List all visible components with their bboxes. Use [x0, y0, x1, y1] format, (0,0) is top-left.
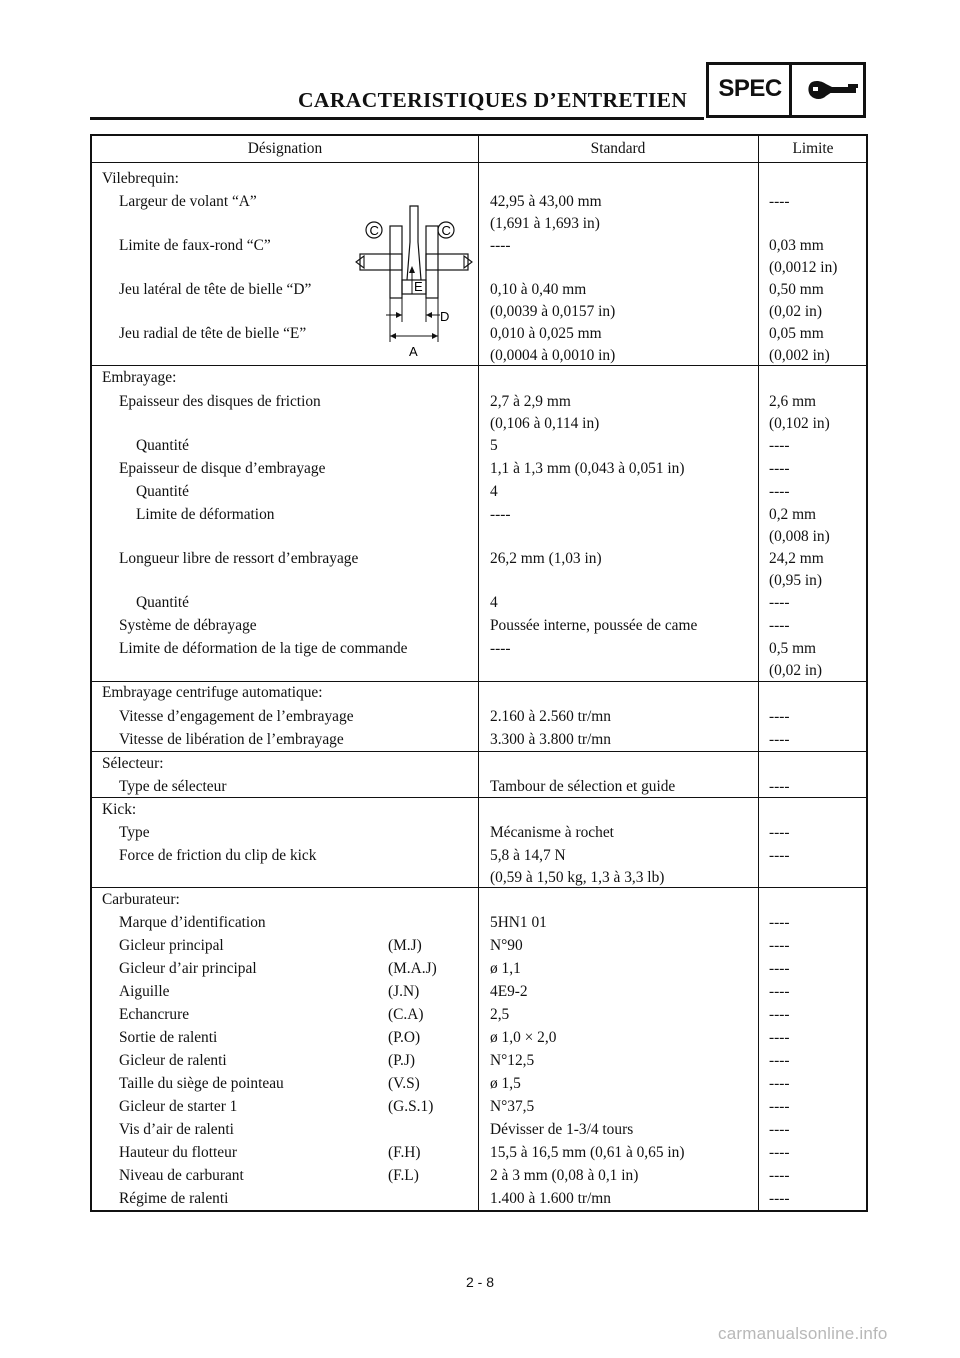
standard-cell: 4: [490, 483, 498, 500]
designation-cell: Quantité: [136, 437, 189, 454]
designation-cell: Gicleur d’air principal: [119, 960, 257, 977]
standard-cell: Dévisser de 1-3/4 tours: [490, 1121, 634, 1138]
limit-cell: ----: [769, 1121, 790, 1138]
code-cell: (J.N): [388, 983, 420, 1000]
designation-cell: Echancrure: [119, 1006, 190, 1023]
designation-cell: Gicleur de ralenti: [119, 1052, 227, 1069]
diagram-label-e: E: [414, 279, 423, 294]
standard-cell: 4: [490, 594, 498, 611]
limit-cell: ----: [769, 778, 790, 795]
designation-cell: Gicleur principal: [119, 937, 224, 954]
limit-cell: ----: [769, 1075, 790, 1092]
spec-badge-label: SPEC: [718, 75, 782, 102]
code-cell: (V.S): [388, 1075, 420, 1092]
section-title: Carburateur:: [102, 891, 180, 908]
standard-cell: ø 1,1: [490, 960, 521, 977]
limit-cell: 0,05 mm (0,002 in): [769, 325, 830, 364]
column-divider: [758, 136, 759, 1210]
limit-cell: 24,2 mm (0,95 in): [769, 550, 824, 589]
standard-cell: N°37,5: [490, 1098, 535, 1115]
limit-cell: ----: [769, 983, 790, 1000]
limit-cell: ----: [769, 1029, 790, 1046]
spec-table: [90, 134, 868, 1212]
designation-cell: Niveau de carburant: [119, 1167, 244, 1184]
header-divider: [92, 162, 866, 163]
designation-cell: Vitesse d’engagement de l’embrayage: [119, 708, 354, 725]
diagram-label-a: A: [409, 344, 418, 359]
limit-cell: ----: [769, 594, 790, 611]
section-title: Vilebrequin:: [102, 170, 179, 187]
standard-cell: ----: [490, 640, 511, 657]
standard-cell: ----: [490, 506, 511, 523]
standard-cell: 5: [490, 437, 498, 454]
diagram-label-c-right: C: [441, 223, 451, 238]
spec-badge-divider: [789, 65, 792, 115]
limit-cell: ----: [769, 483, 790, 500]
page-header: [90, 60, 868, 122]
column-header-standard: Standard: [590, 140, 646, 157]
column-divider: [478, 136, 479, 1210]
standard-cell: 26,2 mm (1,03 in): [490, 550, 602, 567]
limit-cell: ----: [769, 1052, 790, 1069]
code-cell: (P.O): [388, 1029, 421, 1046]
standard-cell: 42,95 à 43,00 mm (1,691 à 1,693 in): [490, 193, 602, 232]
designation-cell: Limite de déformation de la tige de commande: [119, 640, 408, 657]
standard-cell: 1.400 à 1.600 tr/mn: [490, 1190, 611, 1207]
designation-cell: Vis d’air de ralenti: [119, 1121, 234, 1138]
section-divider: [92, 751, 866, 752]
section-title: Embrayage:: [102, 369, 177, 386]
standard-cell: 2.160 à 2.560 tr/mn: [490, 708, 611, 725]
designation-cell: Epaisseur des disques de friction: [119, 393, 321, 410]
standard-cell: 2,7 à 2,9 mm (0,106 à 0,114 in): [490, 393, 600, 432]
designation-cell: Largeur de volant “A”: [119, 193, 257, 210]
standard-cell: 5HN1 01: [490, 914, 547, 931]
designation-cell: Type: [119, 824, 150, 841]
code-cell: (P.J): [388, 1052, 415, 1069]
limit-cell: ----: [769, 937, 790, 954]
designation-cell: Hauteur du flotteur: [119, 1144, 237, 1161]
designation-cell: Jeu latéral de tête de bielle “D”: [119, 281, 312, 298]
section-title: Embrayage centrifuge automatique:: [102, 684, 323, 701]
designation-cell: Force de friction du clip de kick: [119, 847, 317, 864]
limit-cell: ----: [769, 731, 790, 748]
designation-cell: Système de débrayage: [119, 617, 257, 634]
standard-cell: 4E9-2: [490, 983, 528, 1000]
page-number: 2 - 8: [465, 1274, 494, 1290]
standard-cell: ø 1,5: [490, 1075, 521, 1092]
standard-cell: Poussée interne, poussée de came: [490, 617, 698, 634]
designation-cell: Gicleur de starter 1: [119, 1098, 238, 1115]
standard-cell: 2,5: [490, 1006, 510, 1023]
limit-cell: ----: [769, 437, 790, 454]
standard-cell: 2 à 3 mm (0,08 à 0,1 in): [490, 1167, 639, 1184]
column-header-designation: Désignation: [247, 140, 323, 157]
designation-cell: Type de sélecteur: [119, 778, 227, 795]
designation-cell: Vitesse de libération de l’embrayage: [119, 731, 344, 748]
code-cell: (M.A.J): [388, 960, 437, 977]
designation-cell: Limite de déformation: [136, 506, 275, 523]
section-divider: [92, 887, 866, 888]
standard-cell: N°12,5: [490, 1052, 535, 1069]
standard-cell: Mécanisme à rochet: [490, 824, 614, 841]
standard-cell: 5,8 à 14,7 N (0,59 à 1,50 kg, 1,3 à 3,3 lb): [490, 847, 665, 886]
code-cell: (F.H): [388, 1144, 421, 1161]
designation-cell: Longueur libre de ressort d’embrayage: [119, 550, 359, 567]
code-cell: (C.A): [388, 1006, 424, 1023]
standard-cell: 3.300 à 3.800 tr/mn: [490, 731, 611, 748]
limit-cell: ----: [769, 1190, 790, 1207]
spec-badge: [706, 62, 866, 118]
standard-cell: N°90: [490, 937, 523, 954]
crankshaft-diagram: [354, 198, 474, 378]
limit-cell: 0,50 mm (0,02 in): [769, 281, 824, 320]
code-cell: (F.L): [388, 1167, 419, 1184]
limit-cell: ----: [769, 1006, 790, 1023]
limit-cell: ----: [769, 960, 790, 977]
designation-cell: Sortie de ralenti: [119, 1029, 218, 1046]
diagram-label-d: D: [440, 309, 450, 324]
limit-cell: ----: [769, 460, 790, 477]
header-rule: [90, 117, 704, 120]
limit-cell: ----: [769, 847, 790, 864]
standard-cell: 0,010 à 0,025 mm (0,0004 à 0,0010 in): [490, 325, 616, 364]
designation-cell: Aiguille: [119, 983, 170, 1000]
diagram-label-c-left: C: [369, 223, 379, 238]
limit-cell: ----: [769, 824, 790, 841]
section-title: Sélecteur:: [102, 755, 164, 772]
standard-cell: Tambour de sélection et guide: [490, 778, 676, 795]
wrench-icon: [804, 78, 860, 108]
standard-cell: 0,10 à 0,40 mm (0,0039 à 0,0157 in): [490, 281, 616, 320]
limit-cell: 0,2 mm (0,008 in): [769, 506, 830, 545]
limit-cell: ----: [769, 1098, 790, 1115]
limit-cell: 0,5 mm (0,02 in): [769, 640, 823, 679]
designation-cell: Taille du siège de pointeau: [119, 1075, 284, 1092]
limit-cell: ----: [769, 708, 790, 725]
designation-cell: Marque d’identification: [119, 914, 266, 931]
page-title: CARACTERISTIQUES D’ENTRETIEN: [298, 88, 688, 112]
standard-cell: 15,5 à 16,5 mm (0,61 à 0,65 in): [490, 1144, 685, 1161]
limit-cell: ----: [769, 193, 790, 210]
designation-cell: Quantité: [136, 594, 189, 611]
limit-cell: ----: [769, 617, 790, 634]
limit-cell: ----: [769, 1167, 790, 1184]
limit-cell: 0,03 mm (0,0012 in): [769, 237, 838, 276]
code-cell: (G.S.1): [388, 1098, 434, 1115]
designation-cell: Régime de ralenti: [119, 1190, 229, 1207]
standard-cell: 1,1 à 1,3 mm (0,043 à 0,051 in): [490, 460, 685, 477]
designation-cell: Epaisseur de disque d’embrayage: [119, 460, 326, 477]
code-cell: (M.J): [388, 937, 422, 954]
limit-cell: ----: [769, 1144, 790, 1161]
watermark: carmanualsonline.info: [718, 1324, 888, 1343]
designation-cell: Quantité: [136, 483, 189, 500]
designation-cell: Jeu radial de tête de bielle “E”: [119, 325, 307, 342]
section-title: Kick:: [102, 801, 137, 818]
section-divider: [92, 365, 866, 366]
designation-cell: Limite de faux-rond “C”: [119, 237, 271, 254]
column-header-limite: Limite: [792, 140, 834, 157]
limit-cell: 2,6 mm (0,102 in): [769, 393, 830, 432]
limit-cell: ----: [769, 914, 790, 931]
standard-cell: ø 1,0 × 2,0: [490, 1029, 557, 1046]
standard-cell: ----: [490, 237, 511, 254]
